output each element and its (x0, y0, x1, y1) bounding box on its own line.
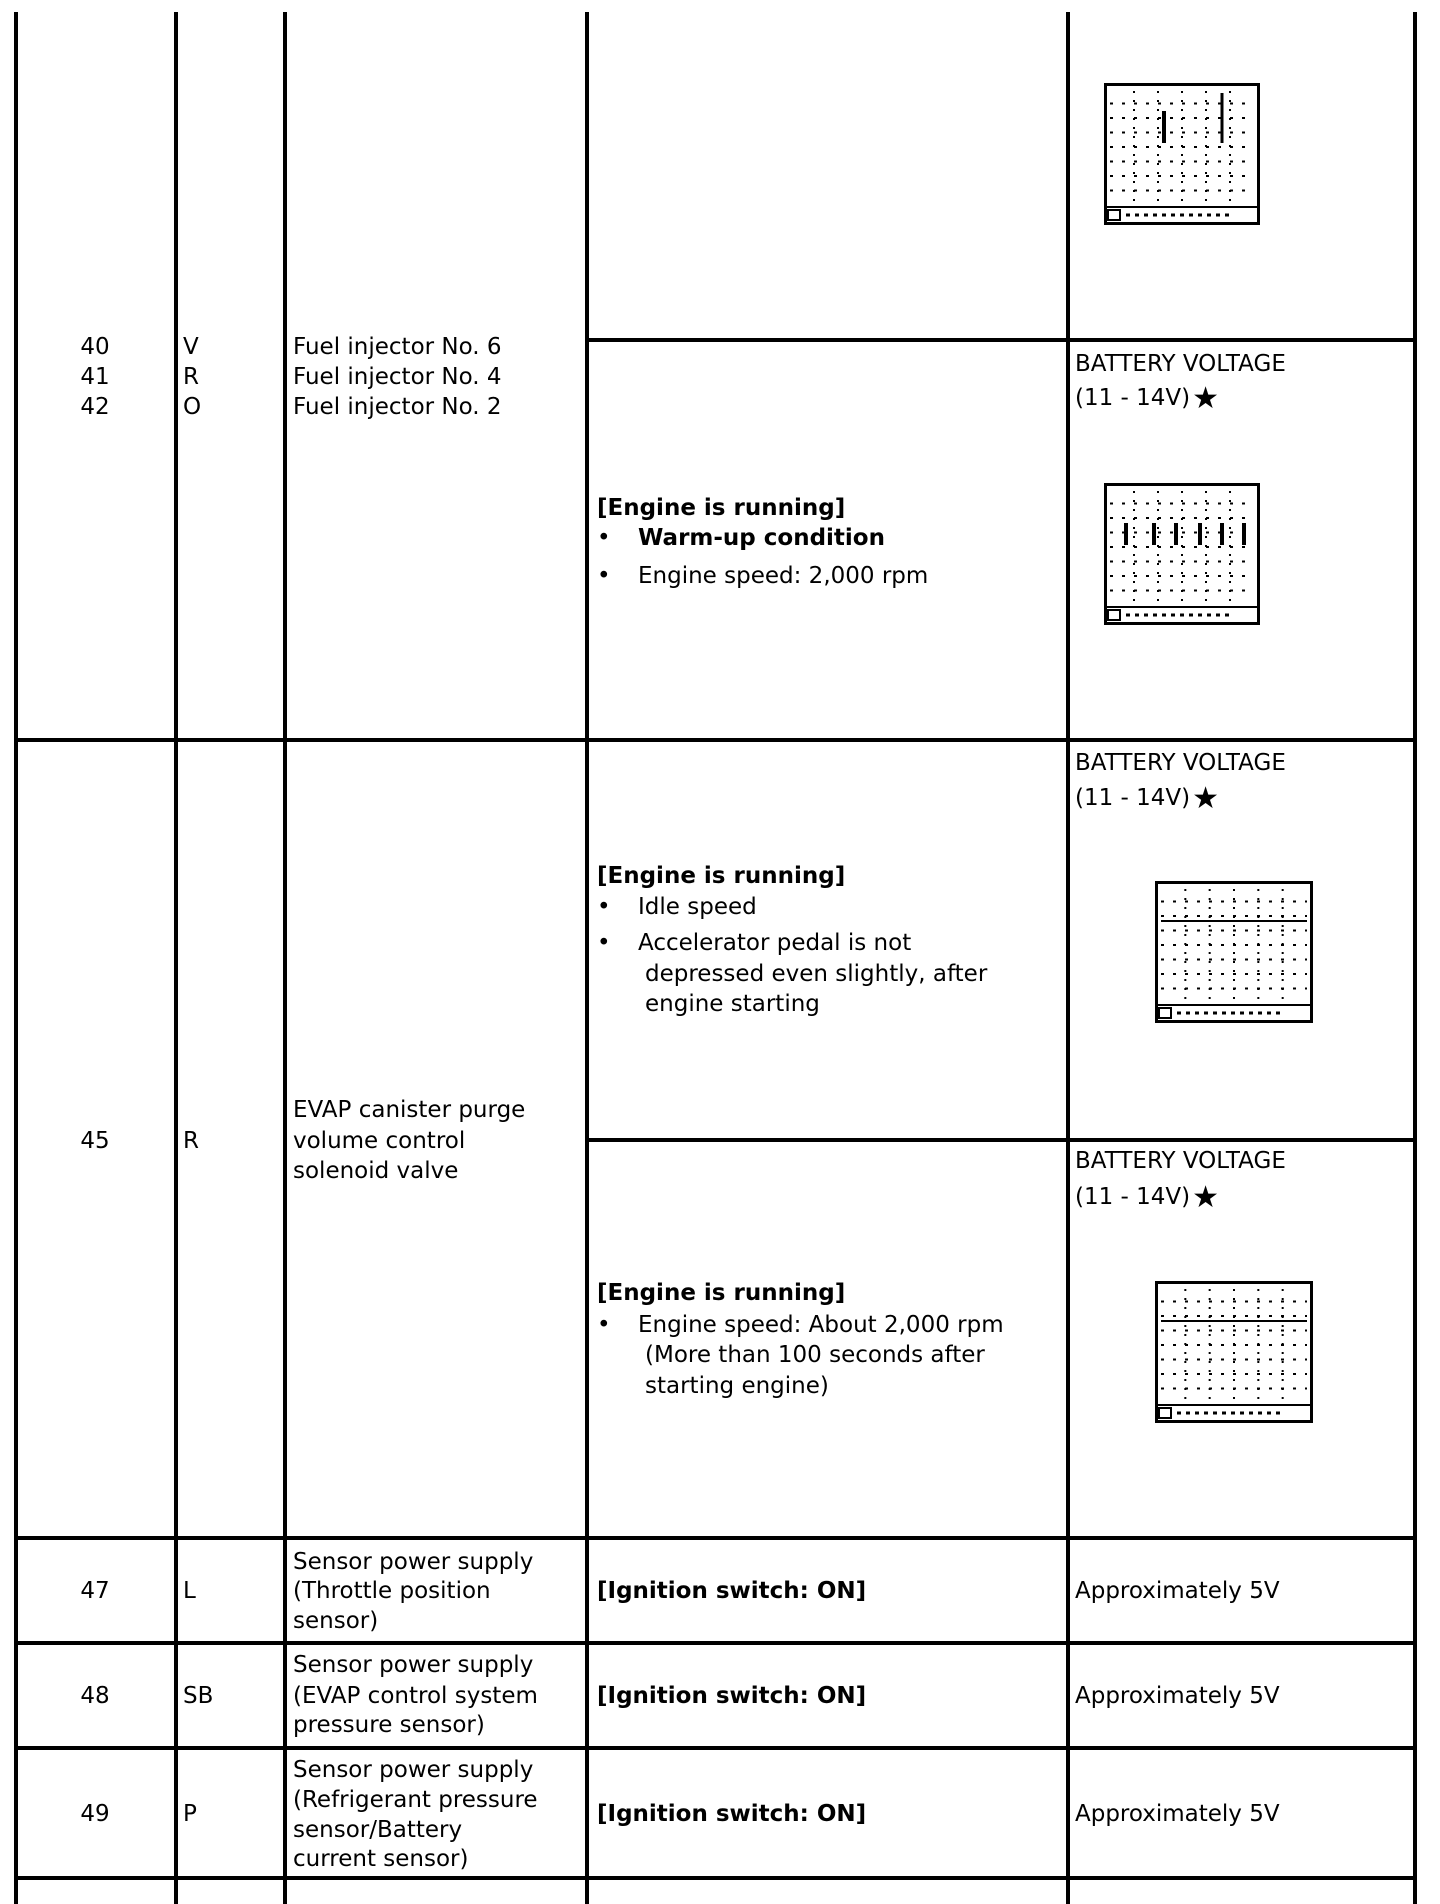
condition-bullet: Idle speed (638, 894, 757, 920)
item-label: sensor/Battery (293, 1817, 463, 1843)
item-label: (Throttle position (293, 1578, 491, 1604)
item-label: Sensor power supply (293, 1652, 534, 1678)
item-label: Sensor power supply (293, 1549, 534, 1575)
scope-waveform-icon (1155, 881, 1313, 1023)
condition-title: [Engine is running] (597, 1280, 846, 1306)
scope-waveform-icon (1104, 83, 1260, 225)
column-divider (585, 12, 589, 1904)
star-icon: ★ (1192, 381, 1220, 416)
item-label: EVAP canister purge (293, 1097, 526, 1123)
item-label: pressure sensor) (293, 1712, 485, 1738)
pin-number: 49 (80, 1801, 110, 1827)
item-label: sensor) (293, 1608, 379, 1634)
data-range: (11 - 14V) (1075, 1184, 1191, 1210)
pin-number: 48 (80, 1683, 110, 1709)
item-label: current sensor) (293, 1846, 469, 1872)
wire-color: P (183, 1801, 197, 1827)
bullet-icon: • (597, 930, 611, 956)
bullet-icon: • (597, 563, 611, 589)
wire-color: SB (183, 1683, 214, 1709)
wire-color: R (183, 364, 199, 390)
item-label: Sensor power supply (293, 1757, 534, 1783)
star-icon: ★ (1192, 1180, 1220, 1215)
column-divider (283, 12, 287, 1904)
data-value: BATTERY VOLTAGE (1075, 1148, 1286, 1174)
wire-color: L (183, 1578, 196, 1604)
condition-title: [Engine is running] (597, 495, 846, 521)
scope-waveform-icon (1155, 1281, 1313, 1423)
pin-number: 41 (80, 364, 110, 390)
condition-title: [Ignition switch: ON] (597, 1683, 867, 1709)
row-divider (14, 1641, 1417, 1645)
bullet-icon: • (597, 894, 611, 920)
data-value: Approximately 5V (1075, 1801, 1280, 1827)
condition-bullet: (More than 100 seconds after (645, 1342, 985, 1368)
item-label: Fuel injector No. 4 (293, 364, 502, 390)
row-divider (585, 1138, 1417, 1142)
condition-bullet: starting engine) (645, 1373, 829, 1399)
item-label: volume control (293, 1128, 466, 1154)
table-border-left (14, 12, 18, 1904)
condition-bullet: Warm-up condition (638, 525, 885, 551)
column-divider (1066, 12, 1070, 1904)
scope-waveform-icon (1104, 483, 1260, 625)
condition-title: [Ignition switch: ON] (597, 1801, 867, 1827)
pin-number: 47 (80, 1578, 110, 1604)
condition-bullet: Engine speed: About 2,000 rpm (638, 1312, 1004, 1338)
data-range: (11 - 14V) (1075, 785, 1191, 811)
pin-number: 42 (80, 394, 110, 420)
row-divider (14, 1746, 1417, 1750)
condition-title: [Ignition switch: ON] (597, 1578, 867, 1604)
data-value: Approximately 5V (1075, 1683, 1280, 1709)
data-value: BATTERY VOLTAGE (1075, 750, 1286, 776)
wire-color: O (183, 394, 202, 420)
star-icon: ★ (1192, 781, 1220, 816)
condition-bullet: engine starting (645, 991, 820, 1017)
condition-bullet: depressed even slightly, after (645, 961, 988, 987)
item-label: solenoid valve (293, 1158, 459, 1184)
pin-number: 40 (80, 334, 110, 360)
row-divider (14, 1536, 1417, 1540)
row-divider (14, 738, 1417, 742)
column-divider (174, 12, 178, 1904)
condition-bullet: Engine speed: 2,000 rpm (638, 563, 929, 589)
row-divider (585, 338, 1417, 342)
table-border-right (1413, 12, 1417, 1904)
data-value: Approximately 5V (1075, 1578, 1280, 1604)
wire-color: V (183, 334, 199, 360)
data-range: (11 - 14V) (1075, 385, 1191, 411)
row-divider (14, 1876, 1417, 1880)
condition-title: [Engine is running] (597, 863, 846, 889)
item-label: Fuel injector No. 6 (293, 334, 502, 360)
bullet-icon: • (597, 525, 611, 551)
wire-color: R (183, 1128, 199, 1154)
bullet-icon: • (597, 1312, 611, 1338)
item-label: (EVAP control system (293, 1683, 538, 1709)
pin-number: 45 (80, 1128, 110, 1154)
item-label: (Refrigerant pressure (293, 1787, 538, 1813)
item-label: Fuel injector No. 2 (293, 394, 502, 420)
condition-bullet: Accelerator pedal is not (638, 930, 912, 956)
data-value: BATTERY VOLTAGE (1075, 351, 1286, 377)
